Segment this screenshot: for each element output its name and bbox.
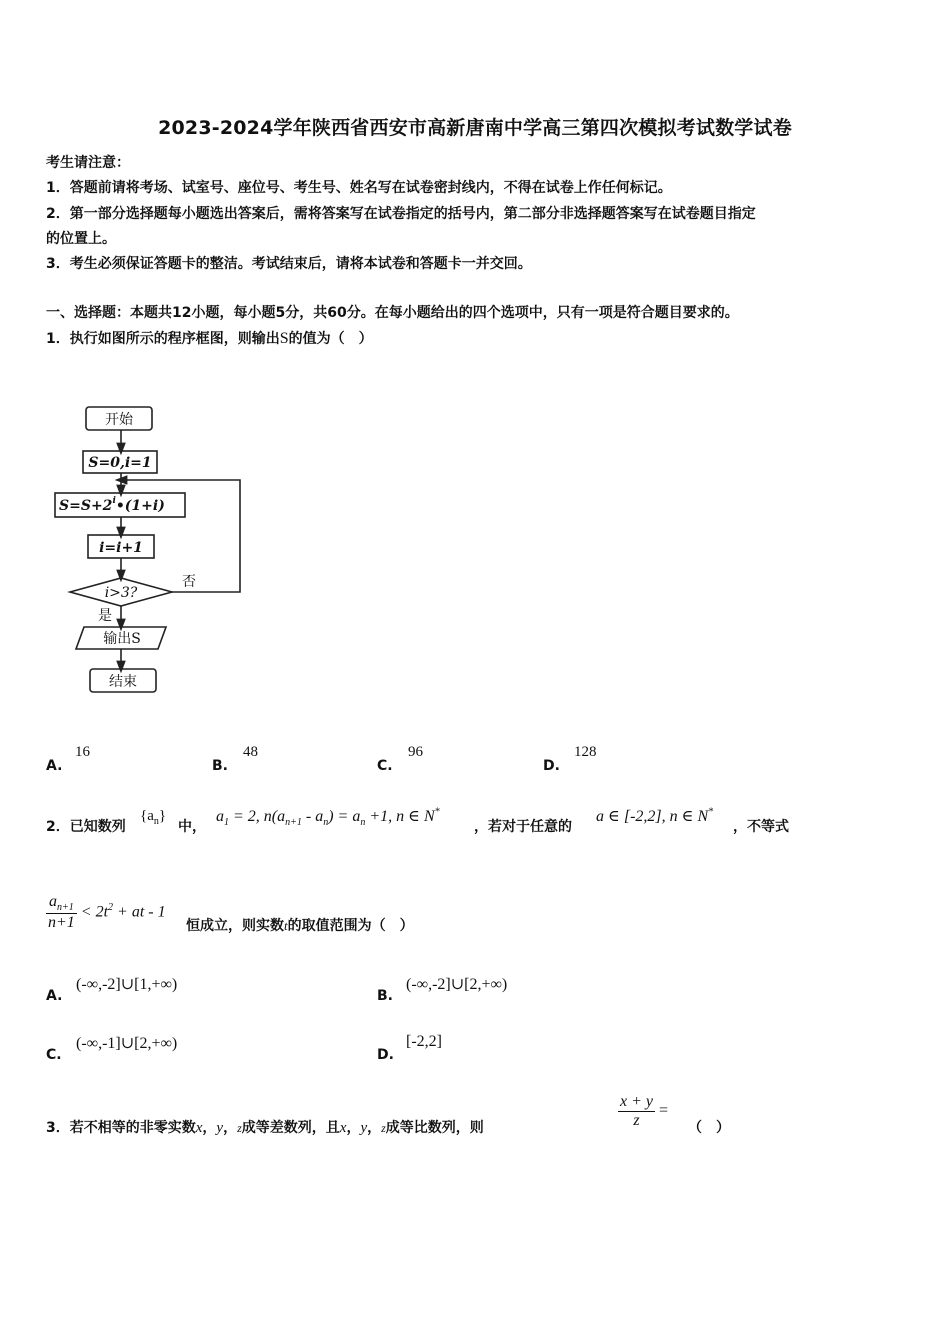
question-2-condition: a ∈ [-2,2], n ∈ N* [596, 806, 714, 825]
question-3-fraction: $\frac{x + y}{z}$ = [620, 1093, 669, 1129]
option-label: A. [46, 988, 63, 1004]
option-label: D. [377, 1047, 394, 1063]
question-2-inequality: $\frac{a_{n+1}}{n+1}$ < $2t^2$ + at - 1 [48, 893, 166, 932]
question-3-end: （ ） [688, 1120, 730, 1136]
option-label: B. [377, 988, 393, 1004]
flowchart [44, 398, 244, 708]
flow-init-text: S=0,i=1 [88, 455, 152, 471]
question-2-mid3: ，不等式 [733, 819, 789, 835]
flow-update-text: $S=S+2^i•(1+i)$ [59, 496, 165, 514]
section-heading: 一、选择题：本题共12小题，每小题5分，共60分。在每小题给出的四个选项中，只有一项是符合题目要求的。 [46, 305, 739, 321]
option-label: A. [46, 758, 63, 774]
option-label: C. [377, 758, 393, 774]
option-value: (-∞,-1]∪[2,+∞) [76, 1035, 178, 1052]
option-value: (-∞,-2]∪[1,+∞) [76, 976, 178, 993]
question-2-after: 恒成立，则实数t的取值范围为（ ） [186, 918, 414, 934]
question-2-mid1: 中， [178, 819, 206, 835]
question-1-stem [46, 328, 373, 348]
inequality-fraction: $\frac{a_{n+1}}{n+1}$ [48, 893, 75, 932]
option-value: 48 [243, 744, 258, 760]
page-title: 2023-2024学年陕西省西安市高新唐南中学高三第四次模拟考试数学试卷 [158, 117, 792, 139]
option-label: D. [543, 758, 560, 774]
question-2-recurrence: $a_1 = 2$, $n(a_{n+1} - a_n) = a_n +1$, n ∈ N* [216, 806, 440, 829]
notice-item: 的位置上。 [46, 231, 116, 247]
notice-item: 2．第一部分选择题每小题选出答案后，需将答案写在试卷指定的括号内，第二部分非选择题答案写在试卷题目指定 [46, 206, 756, 222]
question-2-prefix: 2．已知数列 [46, 819, 126, 835]
flow-no-label: 否 [182, 574, 196, 590]
flow-output-text: 输出S [103, 631, 141, 647]
question-3-stem: 3．若不相等的非零实数x，y，z成等差数列，且x，y，z成等比数列，则 [46, 1120, 484, 1136]
flow-inc-text: i=i+1 [99, 540, 143, 556]
option-value: 96 [408, 744, 423, 760]
flow-yes-label: 是 [98, 608, 112, 624]
question-2-sequence: $\{a_n\}$ [140, 808, 167, 827]
option-value: (-∞,-2]∪[2,+∞) [406, 976, 508, 993]
option-value: [-2,2] [406, 1033, 442, 1050]
option-value: 16 [75, 744, 90, 760]
option-label: B. [212, 758, 228, 774]
question-1-var: S [279, 330, 289, 347]
notice-item: 1．答题前请将考场、试室号、座位号、考生号、姓名写在试卷密封线内，不得在试卷上作任何标记。 [46, 180, 672, 196]
notice-item: 3．考生必须保证答题卡的整洁。考试结束后，请将本试卷和答题卡一并交回。 [46, 256, 532, 272]
question-2-mid2: ，若对于任意的 [474, 819, 572, 835]
flow-end-text: 结束 [109, 674, 137, 690]
option-label: C. [46, 1047, 62, 1063]
notice-heading: 考生请注意： [46, 155, 130, 171]
flow-loop-arrow [121, 480, 240, 592]
question-1-prefix: 1．执行如图所示的程序框图，则输出 [46, 331, 280, 347]
option-value: 128 [574, 744, 597, 760]
flow-cond-text: i>3? [104, 585, 138, 601]
flow-start-text: 开始 [105, 412, 133, 428]
question-1-suffix: 的值为（ ） [288, 331, 373, 347]
